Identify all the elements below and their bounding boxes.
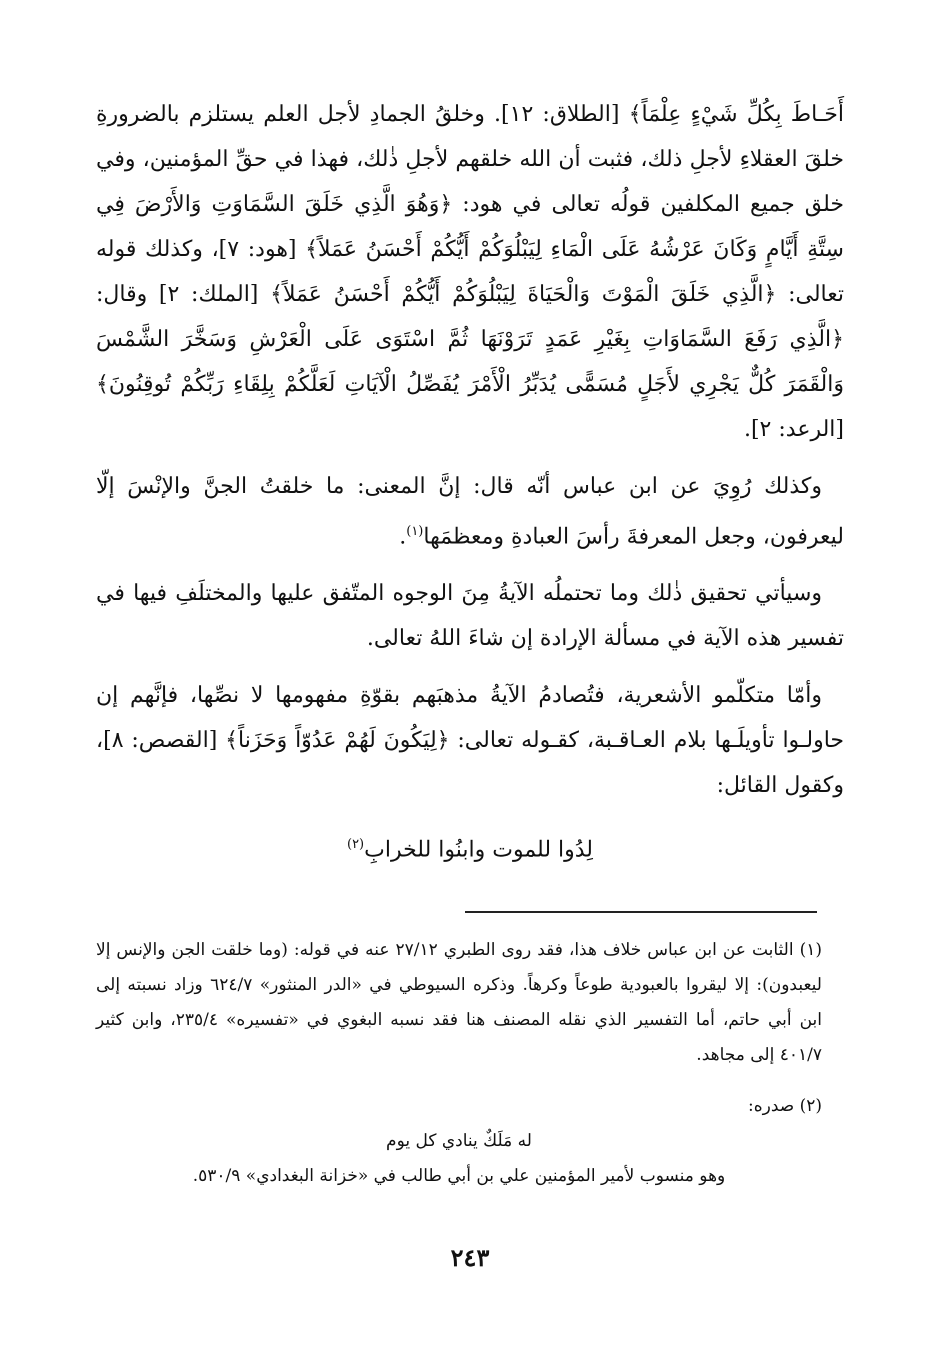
page-number: ٢٤٣: [450, 1243, 490, 1272]
footnote-2-verse: له مَلَكٌ ينادي كل يوم: [386, 1131, 532, 1151]
footnote-ref-1: (١): [406, 524, 424, 539]
paragraph-3: وسيأتي تحقيق ذٰلك وما تحتملُه الآيةُ مِنَ الوجوه المتّفق عليها والمختلَفِ فيها في تفسير هذه الآية في مسألة الإرادة إن شاءَ اللهُ تعالى.: [96, 581, 844, 652]
poetry-verse-text: لِدُوا للموت وابنُوا للخرابِ: [364, 837, 593, 863]
footnote-separator: [465, 911, 817, 913]
footnote-ref-2: (٢): [346, 837, 365, 853]
paragraph-2-end: .: [399, 524, 407, 550]
footnote-2-source: وهو منسوب لأمير المؤمنين علي بن أبي طالب في «خزانة البغدادي» ٥٣٠/٩.: [192, 1166, 726, 1186]
paragraph-4: وأمّا متكلّمو الأشعرية، فتُصادمُ الآيةُ مذهبَهم بقوّةِ مفهومها لا نصِّها، فإنَّهم إن حاولـوا تأويلَـها بلام العـاقـبة، كقـوله تعالى: ﴿لِيَكُونَ لَهُمْ عَدُوّاً وَحَزَناً﴾ [القصص: ٨]، وكقول القائل:: [96, 683, 844, 799]
paragraph-2: [96, 464, 844, 559]
footnote-1: (١) الثابت عن ابن عباس خلاف هذا، فقد روى الطبري ٢٧/١٢ عنه في قوله: (وما خلقت الجن والإنس إلا ليعبدون): إلا ليقروا بالعبودية طوعاً وكرهاً. وذكره السيوطي في «الدر المنثور» ٦٢٤/٧ وزاد نسبته إلى ابن أبي حاتم، أما التفسير الذي نقله المصنف هنا فقد نسبه البغوي في «تفسيره» ٢٣٥/٤، وابن كثير ٤٠١/٧ إلى مجاهد.: [96, 940, 823, 1065]
paragraph-2-text: وكذلك رُوِيَ عن ابن عباس أنّه قال: إنَّ المعنى: ما خلقتُ الجنَّ والإنْسَ إلّا ليعرفون، وجعل المعرفةَ رأسَ العبادةِ ومعظمَها: [96, 474, 844, 550]
poetry-verse: [96, 822, 844, 872]
main-text: [96, 92, 844, 873]
paragraph-1: أَحَـاطَ بِكُلِّ شَيْءٍ عِلْمَاً﴾ [الطلاق: ١٢]. وخلقُ الجمادِ لأجل العلم يستلزم بالضرورةِ خلقَ العقلاءِ لأجلِ ذلك، فثبت أن الله خلقهم لأجلِ ذٰلك، فهذا في حقِّ المؤمنين، وفي خلق جميع المكلفين قولُه تعالى في هود: ﴿وَهُوَ الَّذِي خَلَقَ السَّمَاوَتِ وَالأَرْضَ فِي سِتَّةِ أَيَّامٍ وَكَانَ عَرْشُهُ عَلَى الْمَاءِ لِيَبْلُوَكُمْ أَيُّكُمْ أَحْسَنُ عَمَلاً﴾ [هود: ٧]، وكذلك قوله تعالى: ﴿الَّذِي خَلَقَ الْمَوْتَ وَالْحَيَاةَ لِيَبْلُوَكُمْ أَيُّكُمْ أَحْسَنُ عَمَلاً﴾ [الملك: ٢] وقال: ﴿الَّذِي رَفَعَ السَّمَاوَاتِ بِغَيْرِ عَمَدٍ تَرَوْنَهَا ثُمَّ اسْتَوَى عَلَى الْعَرْشِ وَسَخَّرَ الشَّمْسَ وَالْقَمَرَ كُلٌّ يَجْرِي لأَجَلٍ مُسَمًّى يُدَبِّرُ الْأَمْرَ يُفَصِّلُ الْآيَاتِ لَعَلَّكُمْ بِلِقَاءِ رَبِّكُمْ تُوقِنُونَ﴾ [الرعد: ٢].: [96, 102, 844, 442]
footnote-2-label: (٢) صدره:: [747, 1096, 822, 1116]
footnotes: [96, 933, 822, 1194]
